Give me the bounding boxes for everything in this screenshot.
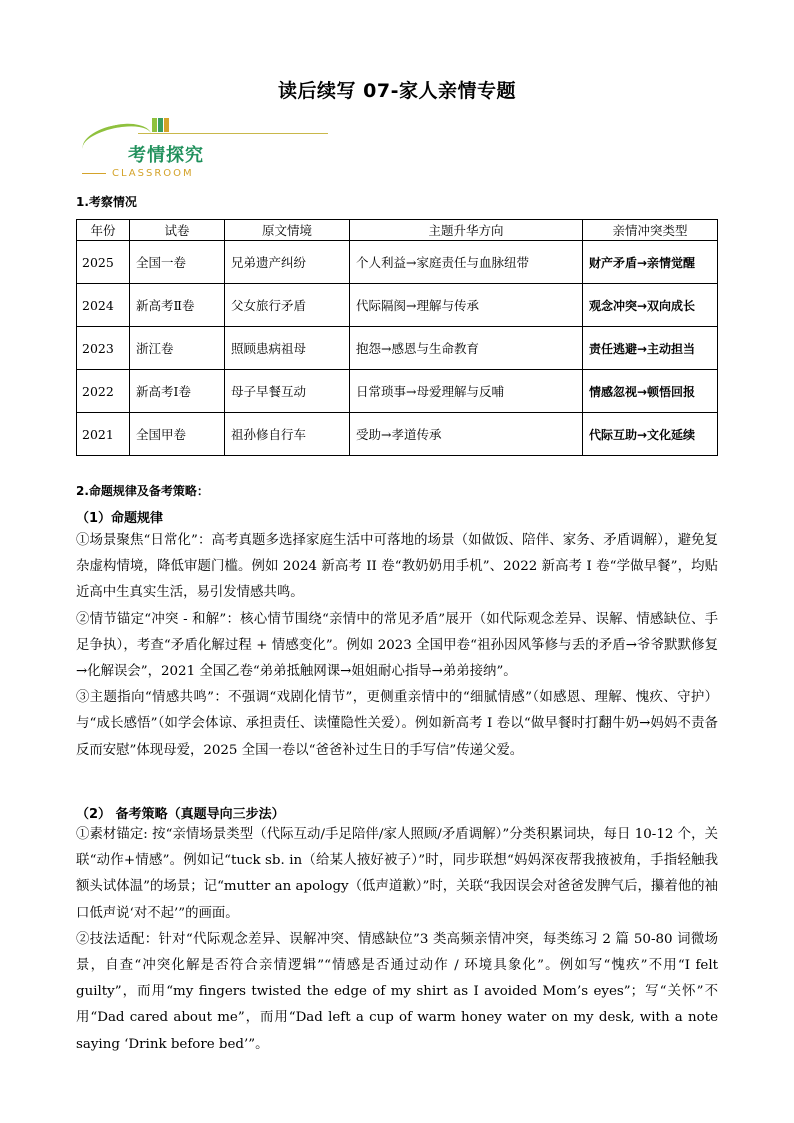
context-cell: 照顾患病祖母 [225,327,350,370]
paper-cell: 新高考Ⅱ卷 [130,284,225,327]
theme-cell: 日常琐事→母爱理解与反哺 [350,370,583,413]
context-cell: 兄弟遗产纠纷 [225,241,350,284]
books-icon [152,117,174,131]
column-header: 亲情冲突类型 [583,220,718,241]
rule-paragraph: ①场景聚焦“日常化”：高考真题多选择家庭生活中可落地的场景（如做饭、陪伴、家务、矛盾调解），避免复杂虚构情境，降低审题门槛。例如 2024 新高考 II 卷“教奶奶用手机”、2022 新高考 I 卷“学做早餐”，均贴近高中生真实生活，易引发情感共鸣。 [76,533,718,601]
logo [80,115,255,185]
theme-cell: 抱怨→感恩与生命教育 [350,327,583,370]
paper-cell: 新高考Ⅰ卷 [130,370,225,413]
year-cell: 2025 [77,241,130,284]
table-row [77,284,718,327]
strategy-paragraph: ②技法适配：针对“代际观念差异、误解冲突、情感缺位”3 类高频亲情冲突，每类练习 2 篇 50-80 词微场景，自查“冲突化解是否符合亲情逻辑”“情感是否通过动作 / 环境具象化”。例如写“愧疚”不用“I felt guilty”，而用“my fingers twisted the edge of my shirt as I avoided Mom’s eyes”；写“关怀”不用“Dad cared about me”，而用“Dad left a cup of warm honey water on my desk, with a note saying ‘Drink before bed’”。 [76,931,718,1052]
theme-cell: 个人利益→家庭责任与血脉纽带 [350,241,583,284]
strategy-paragraph: ①素材锚定: 按“亲情场景类型（代际互动/手足陪伴/家人照顾/矛盾调解）”分类积累词块，每日 10-12 个，关联“动作+情感”。例如记“tuck sb. in（给某人掖好被子）”时，同步联想“妈妈深夜帮我掖被角，手指轻触我额头试体温”的场景；记“mutter an apology（低声道歉）”时，关联“我因误会对爸爸发脾气后，攥着他的袖口低声说‘对不起’”的画面。 [76,827,718,921]
paper-cell: 全国甲卷 [130,413,225,456]
page-title: 读后续写 07-家人亲情专题 [278,80,516,102]
table-row [77,241,718,284]
section-heading-exam-overview: 1.考察情况 [76,195,137,209]
logo-divider-line [138,133,328,134]
year-cell: 2024 [77,284,130,327]
paper-cell: 浙江卷 [130,327,225,370]
table-row [77,370,718,413]
paper-cell: 全国一卷 [130,241,225,284]
strategy-body [76,822,718,1058]
year-cell: 2022 [77,370,130,413]
logo-subtext: CLASSROOM [82,168,194,179]
section-heading-strategy: 2.命题规律及备考策略： [76,484,209,498]
conflict-cell: 代际互助→文化延续 [583,413,718,456]
context-cell: 母子早餐互动 [225,370,350,413]
theme-cell: 代际隔阂→理解与传承 [350,284,583,327]
column-header: 主题升华方向 [350,220,583,241]
context-cell: 父女旅行矛盾 [225,284,350,327]
column-header: 原文情境 [225,220,350,241]
year-cell: 2023 [77,327,130,370]
rule-paragraph: ②情节锚定“冲突 - 和解”：核心情节围绕“亲情中的常见矛盾”展开（如代际观念差异、误解、情感缺位、手足争执），考查“矛盾化解过程 + 情感变化”。例如 2023 全国甲卷“祖孙因风筝修与丢的矛盾→爷爷默默修复→化解误会”，2021 全国乙卷“弟弟抵触网课→姐姐耐心指导→弟弟接纳”。 [76,611,718,680]
logo-text: 考情探究 [128,145,204,166]
conflict-cell: 情感忽视→顿悟回报 [583,370,718,413]
rule-paragraph: ③主题指向“情感共鸣”：不强调“戏剧化情节”，更侧重亲情中的“细腻情感”（如感恩、理解、愧疚、守护）与“成长感悟”（如学会体谅、承担责任、读懂隐性关爱）。例如新高考 I 卷以“做早餐时打翻牛奶→妈妈不责备反而安慰”体现母爱，2025 全国一卷以“爸爸补过生日的手写信”传递父爱。 [76,690,718,758]
year-cell: 2021 [77,413,130,456]
table-row [77,413,718,456]
subheading-rules: （1）命题规律 [76,511,164,526]
exam-table [76,219,718,456]
subheading-strategy: （2） 备考策略（真题导向三步法） [76,807,285,822]
conflict-cell: 财产矛盾→亲情觉醒 [583,241,718,284]
conflict-cell: 责任逃避→主动担当 [583,327,718,370]
conflict-cell: 观念冲突→双向成长 [583,284,718,327]
theme-cell: 受助→孝道传承 [350,413,583,456]
table-row [77,327,718,370]
table-header-row [77,220,718,241]
context-cell: 祖孙修自行车 [225,413,350,456]
column-header: 试卷 [130,220,225,241]
column-header: 年份 [77,220,130,241]
rules-body [76,528,718,764]
